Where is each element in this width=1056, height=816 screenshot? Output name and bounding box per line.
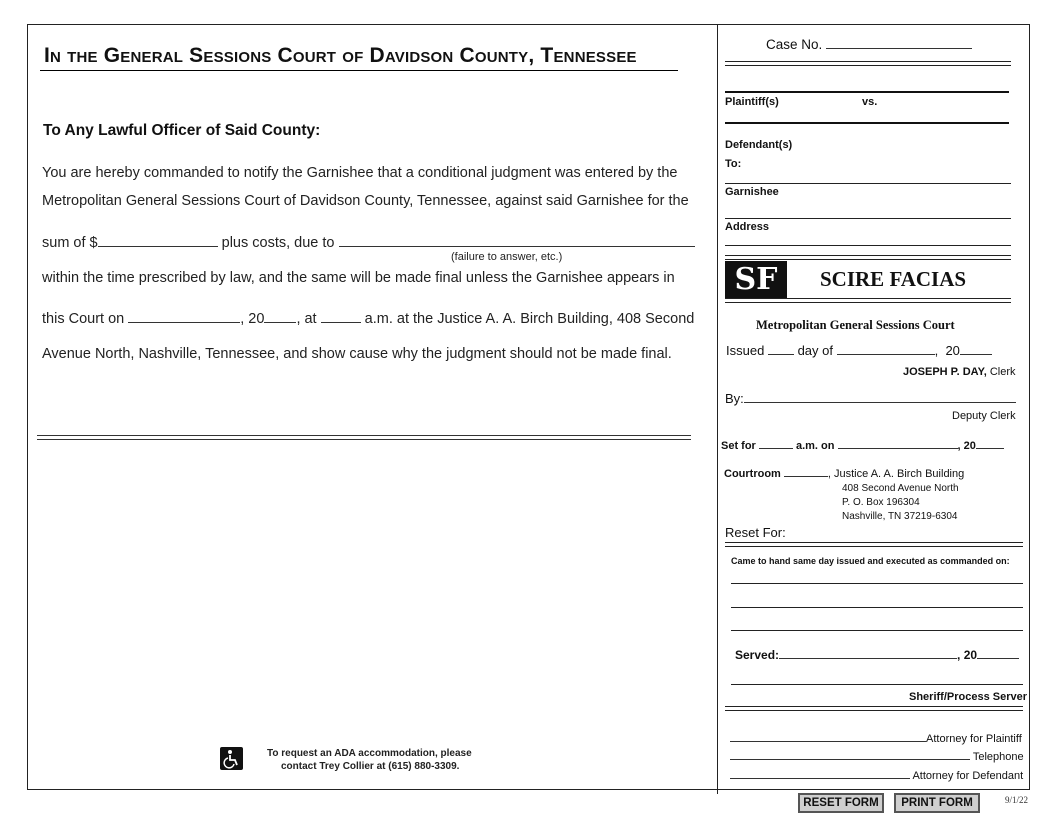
print-form-button[interactable]: PRINT FORM — [894, 793, 980, 813]
court-year-field[interactable] — [264, 308, 296, 323]
ada-line-2: contact Trey Collier at (615) 880-3309. — [281, 761, 460, 772]
served-date-field[interactable] — [779, 648, 957, 659]
body-line-5: this Court on , 20 , at a.m. at the Justice A. A. Birch Building, 408 Second — [42, 308, 694, 327]
address-line-a: 408 Second Avenue North — [842, 483, 959, 494]
by-row: By: — [725, 391, 1016, 406]
reason-field[interactable] — [339, 232, 695, 247]
ada-line-1: To request an ADA accommodation, please — [267, 748, 472, 759]
execution-line-3[interactable] — [731, 630, 1023, 631]
set-date-field[interactable] — [838, 438, 958, 449]
execution-line-2[interactable] — [731, 607, 1023, 608]
courtroom-field[interactable] — [784, 466, 828, 477]
defendants-label: Defendant(s) — [725, 139, 793, 151]
sf-rule-1 — [725, 255, 1011, 256]
body-line-1: You are hereby commanded to notify the Garnishee that a conditional judgment was entered by the — [42, 165, 678, 181]
attorney-plaintiff-row: Attorney for Plaintiff — [730, 731, 1022, 745]
served-row: Served: , 20 — [735, 648, 1019, 662]
plaintiff-line[interactable] — [725, 91, 1009, 93]
court-time-field[interactable] — [321, 308, 361, 323]
sf-rule-3 — [725, 298, 1011, 299]
execution-line-1[interactable] — [731, 583, 1023, 584]
sum-field[interactable] — [98, 232, 218, 247]
sheriff-signature-line[interactable] — [731, 684, 1023, 685]
attorney-plaintiff-field[interactable] — [730, 731, 926, 742]
revision-date: 9/1/22 — [1005, 795, 1029, 805]
address-line-2[interactable] — [725, 245, 1011, 246]
court-date-field[interactable] — [128, 308, 240, 323]
case-no-label: Case No. — [766, 36, 972, 52]
plus-costs-label: plus costs, due to — [221, 235, 335, 251]
courtroom-row: Courtroom , Justice A. A. Birch Building — [724, 468, 965, 480]
clerk-name: JOSEPH P. DAY, — [903, 366, 987, 378]
deputy-clerk-label: Deputy Clerk — [952, 410, 1016, 422]
came-to-hand-text: Came to hand same day issued and executed as commanded on: — [731, 556, 1010, 566]
case-rule-1 — [725, 61, 1011, 62]
body-line-3 — [42, 232, 695, 251]
set-for-row: Set for a.m. on , 20 — [721, 438, 1004, 452]
sf-rule-2 — [725, 259, 1011, 260]
address-line[interactable] — [725, 218, 1011, 219]
column-divider — [717, 24, 718, 794]
issued-month-field[interactable] — [837, 343, 935, 355]
attorney-defendant-row: Attorney for Defendant — [730, 768, 1023, 782]
court-name: Metropolitan General Sessions Court — [756, 318, 955, 332]
served-year-field[interactable] — [977, 648, 1019, 659]
case-rule-2 — [725, 65, 1011, 66]
garnishee-line[interactable] — [725, 183, 1011, 184]
address-label: Address — [725, 221, 770, 233]
set-time-field[interactable] — [759, 438, 793, 449]
set-year-field[interactable] — [976, 438, 1004, 449]
attorney-rule-1 — [725, 706, 1023, 707]
clerk-row — [903, 366, 1016, 378]
reset-rule-1 — [725, 542, 1023, 543]
issued-year-field[interactable] — [960, 343, 992, 355]
plaintiffs-label: Plaintiff(s) — [725, 96, 779, 108]
telephone-row: Telephone — [730, 749, 1024, 763]
wheelchair-icon — [220, 747, 243, 770]
separator-top — [37, 435, 691, 436]
attorney-rule-2 — [725, 710, 1023, 711]
body-line-4: within the time prescribed by law, and the same will be made final unless the Garnishee appears in — [42, 270, 675, 286]
reset-rule-2 — [725, 546, 1023, 547]
sheriff-label: Sheriff/Process Server — [909, 691, 1028, 703]
deputy-signature-field[interactable] — [744, 391, 1016, 403]
attorney-defendant-field[interactable] — [730, 768, 910, 779]
title-underline — [40, 70, 678, 71]
to-label: To: — [725, 158, 742, 170]
court-title: In the General Sessions Court of Davidson County, Tennessee — [44, 44, 637, 67]
separator-bottom — [37, 439, 691, 440]
issued-day-field[interactable] — [768, 343, 794, 355]
garnishee-label: Garnishee — [725, 186, 779, 198]
vs-label: vs. — [862, 96, 878, 108]
sum-label: sum of $ — [42, 235, 98, 251]
address-line-c: Nashville, TN 37219-6304 — [842, 511, 958, 522]
scire-facias-title: SCIRE FACIAS — [820, 267, 967, 291]
clerk-title: Clerk — [989, 366, 1016, 378]
failure-note: (failure to answer, etc.) — [451, 251, 563, 263]
body-line-6: Avenue North, Nashville, Tennessee, and show cause why the judgment should not be made final. — [42, 346, 672, 362]
case-no-field[interactable] — [826, 36, 972, 49]
sf-badge: SF — [725, 261, 787, 298]
body-line-2: Metropolitan General Sessions Court of Davidson County, Tennessee, against said Garnishee for the — [42, 193, 689, 209]
addressee-heading: To Any Lawful Officer of Said County: — [43, 122, 321, 139]
sf-rule-4 — [725, 302, 1011, 303]
reset-for-label: Reset For: — [725, 525, 786, 540]
reset-form-button[interactable]: RESET FORM — [798, 793, 884, 813]
issued-row: Issued day of , 20 — [726, 343, 992, 358]
address-line-b: P. O. Box 196304 — [842, 497, 920, 508]
telephone-field[interactable] — [730, 749, 970, 760]
defendant-line[interactable] — [725, 122, 1009, 124]
